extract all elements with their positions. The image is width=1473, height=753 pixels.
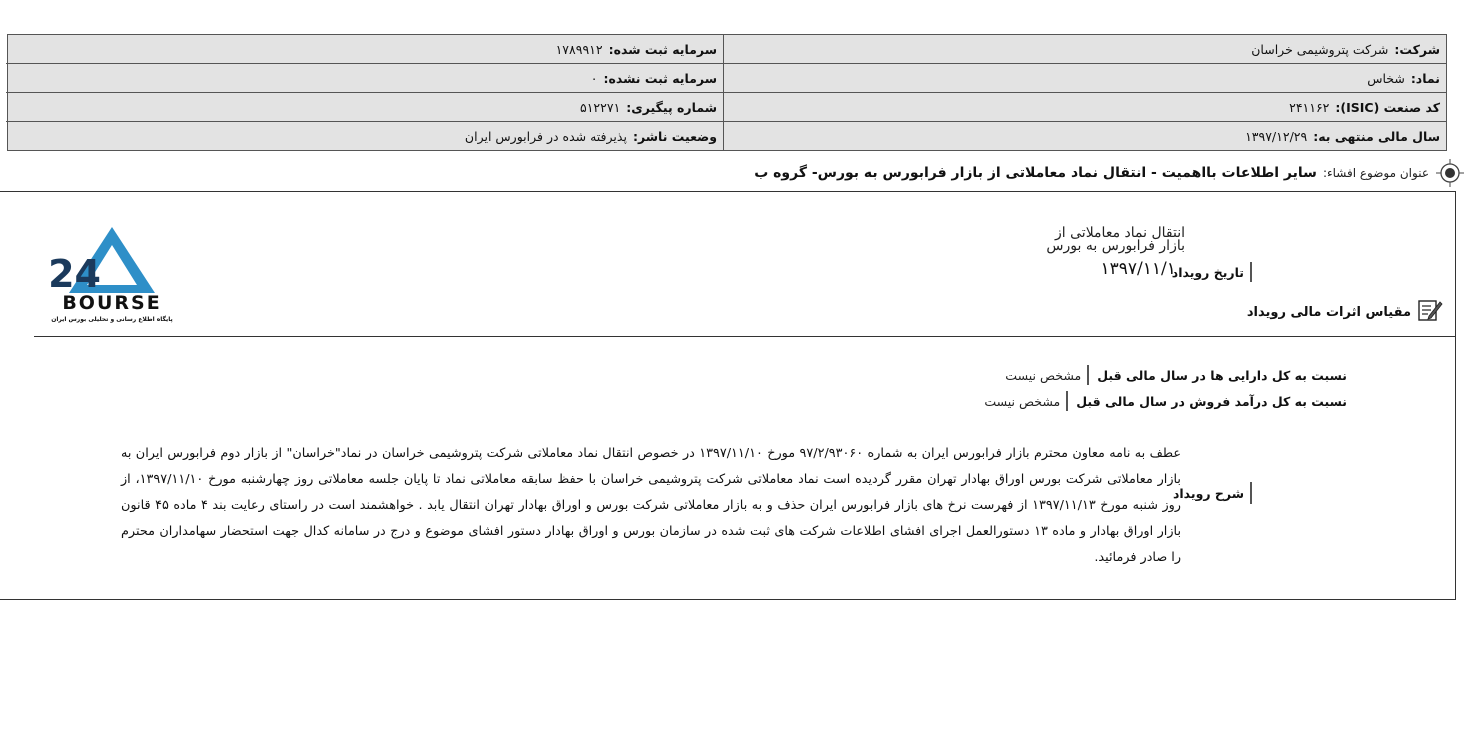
event-description-text: عطف به نامه معاون محترم بازار فرابورس ایران به شماره ۹۷/۲/۹۳۰۶۰ مورخ ۱۳۹۷/۱۱/۱۰ در خصوص انتقال نماد معاملاتی شرکت پتروشیمی خراسان در نماد"خراسان" از بازار دوم فرابورس ایران به بازار معاملاتی شرکت بورس اوراق بهادار تهران مقرر گردیده است نماد معاملاتی شرکت پتروشیمی خراسان با حفظ سابقه معاملاتی نماد تا پایان جلسه معاملاتی روز چهارشنبه مورخ ۱۳۹۷/۱۱/۱۰، از روز شنبه مورخ ۱۳۹۷/۱۱/۱۳ از فهرست نرخ های بازار فرابورس ایران حذف و به بازار معاملاتی شرکت بورس و اوراق بهادار تهران انتقال یابد . خواهشمند است در راستای رعایت بند ۴ ماده ۴۵ قانون بازار اوراق بهادار و ماده ۱۳ دستورالعمل اجرای افشای اطلاعات شرکت های ثبت شده در سازمان بورس و اوراق بهادار دستور افشای موضوع و درج در سامانه کدال جهت استحضار سهامداران محترم را صادر فرمائید. <box>121 446 1182 565</box>
ratio-row-assets <box>1005 365 1353 385</box>
bourse-logo <box>45 205 180 325</box>
tracking-label: شماره پیگیری: <box>626 99 717 115</box>
publisher-status-label: وضعیت ناشر: <box>632 129 717 144</box>
event-title-line1: انتقال نماد معاملاتی از <box>1055 225 1185 241</box>
ratio-revenue-label: نسبت به کل درآمد فروش در سال مالی قبل <box>1076 393 1347 409</box>
isic-cell <box>724 93 1446 122</box>
subject-label: عنوان موضوع افشاء: <box>1322 166 1429 180</box>
tracking-value: ۵۱۲۲۷۱ <box>580 99 621 115</box>
ratio-assets-value: مشخص نیست <box>1005 365 1089 385</box>
financial-effect-header <box>1247 298 1443 326</box>
event-date: ۱۳۹۷/۱۱/۱۰ <box>1100 259 1185 279</box>
logo-tagline-text: پایگاه اطلاع رسانی و تحلیلی بورس ایران <box>51 316 173 323</box>
registered-capital-value: ۱۷۸۹۹۱۲ <box>555 41 603 57</box>
fiscal-year-label: سال مالی منتهی به: <box>1313 129 1440 144</box>
unregistered-capital-label: سرمایه ثبت نشده: <box>603 70 717 86</box>
symbol-label: نماد: <box>1410 70 1440 86</box>
subject-title: سایر اطلاعات بااهمیت - انتقال نماد معاملاتی از بازار فرابورس به بورس- گروه ب <box>754 165 1317 181</box>
edit-form-icon <box>1417 298 1443 326</box>
company-info-table <box>7 34 1447 151</box>
target-bullet-icon <box>1435 158 1465 188</box>
ratio-revenue-value: مشخص نیست <box>984 391 1068 411</box>
logo-brand-text: BOURSE <box>62 292 162 314</box>
event-summary <box>925 227 1185 279</box>
publisher-status-cell <box>6 122 724 151</box>
ratio-row-revenue <box>984 391 1353 411</box>
financial-effect-label: مقیاس اثرات مالی رویداد <box>1246 304 1411 320</box>
registered-capital-label: سرمایه ثبت شده: <box>608 41 717 57</box>
event-description-label: شرح رویداد <box>1173 482 1252 504</box>
panel-divider <box>34 336 1456 337</box>
company-cell <box>724 35 1446 64</box>
company-label: شرکت: <box>1394 41 1440 57</box>
company-value: شرکت پتروشیمی خراسان <box>1251 41 1389 57</box>
isic-value: ۲۴۱۱۶۲ <box>1289 99 1330 115</box>
symbol-value: شخاس <box>1367 70 1405 86</box>
event-title-line2: بازار فرابورس به بورس <box>1046 238 1185 254</box>
tracking-cell <box>6 93 724 122</box>
ratio-assets-label: نسبت به کل دارایی ها در سال مالی قبل <box>1097 367 1347 383</box>
disclosure-subject <box>565 157 1465 189</box>
fiscal-year-cell <box>724 122 1446 151</box>
logo-mark-text: 24 <box>48 252 101 296</box>
event-date-label: تاریخ رویداد <box>1172 262 1252 282</box>
registered-capital-cell <box>6 35 724 64</box>
unregistered-capital-cell <box>6 64 724 93</box>
symbol-cell <box>724 64 1446 93</box>
isic-label: کد صنعت (ISIC): <box>1335 99 1440 115</box>
fiscal-year-value: ۱۳۹۷/۱۲/۲۹ <box>1245 129 1308 144</box>
unregistered-capital-value: ۰ <box>590 70 598 86</box>
publisher-status-value: پذیرفته شده در فرابورس ایران <box>464 129 627 144</box>
